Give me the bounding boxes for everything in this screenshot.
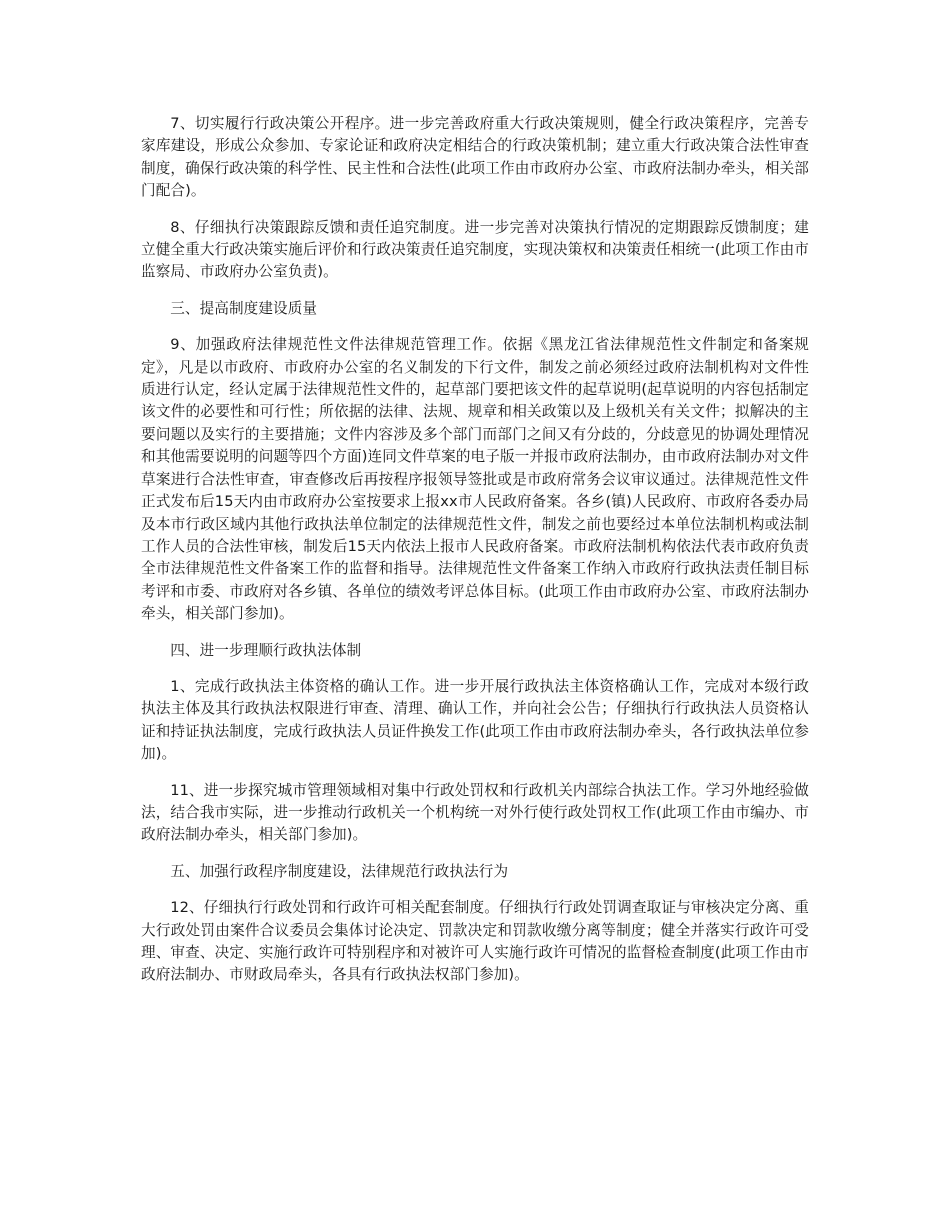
paragraph-1: 1、完成行政执法主体资格的确认工作。进一步开展行政执法主体资格确认工作，完成对本级行政执法主体及其行政执法权限进行审查、清理、确认工作，并向社会公告；仔细执行行政执法人员资格认证和持证执法制度，完成行政执法人员证件换发工作(此项工作由市政府法制办牵头，各行政执法单位参加)。 (141, 677, 809, 763)
paragraph-9: 9、加强政府法律规范性文件法律规范管理工作。依据《黑龙江省法律规范性文件制定和备案规定》，凡是以市政府、市政府办公室的名义制发的下行文件，制发之前必须经过政府法制机构对文件性质进行认定，经认定属于法律规范性文件的，起草部门要把该文件的起草说明(起草说明的内容包括制定该文件的必要性和可行性；所依据的法律、法规、规章和相关政策以及上级机关有关文件；拟解决的主要问题以及实行的主要措施；文件内容涉及多个部门而部门之间又有分歧的，分歧意见的协调处理情况和其他需要说明的问题等四个方面)连同文件草案的电子版一并报市政府法制办，由市政府法制办对文件草案进行合法性审查，审查修改后再按程序报领导签批或是市政府常务会议审议通过。法律规范性文件正式发布后15天内由市政府办公室按要求上报xx市人民政府备案。各乡(镇)人民政府、市政府各委办局及本市行政区域内其他行政执法单位制定的法律规范性文件，制发之前也要经过本单位法制机构或法制工作人员的合法性审核，制发后15天内依法上报市人民政府备案。市政府法制机构依法代表市政府负责全市法律规范性文件备案工作的监督和指导。法律规范性文件备案工作纳入市政府行政执法责任制目标考评和市委、市政府对各乡镇、各单位的绩效考评总体目标。(此项工作由市政府办公室、市政府法制办牵头，相关部门参加)。 (141, 336, 809, 623)
section-heading-4: 四、进一步理顺行政执法体制 (170, 641, 362, 659)
section-heading-5: 五、加强行政程序制度建设，法律规范行政执法行为 (170, 862, 509, 880)
paragraph-12: 12、仔细执行行政处罚和行政许可相关配套制度。仔细执行行政处罚调查取证与审核决定分离、重大行政处罚由案件合议委员会集体讨论决定、罚款决定和罚款收缴分离等制度；健全并落实行政许可受理、审查、决定、实施行政许可特别程序和对被许可人实施行政许可情况的监督检查制度(此项工作由市政府法制办、市财政局牵头，各具有行政执法权部门参加)。 (141, 899, 809, 984)
paragraph-7: 7、切实履行行政决策公开程序。进一步完善政府重大行政决策规则，健全行政决策程序，完善专家库建设，形成公众参加、专家论证和政府决定相结合的行政决策机制；建立重大行政决策合法性审查制度，确保行政决策的科学性、民主性和合法性(此项工作由市政府办公室、市政府法制办牵头，相关部门配合)。 (141, 115, 809, 200)
section-heading-3: 三、提高制度建设质量 (170, 299, 318, 317)
document-body (141, 113, 809, 1001)
paragraph-11: 11、进一步探究城市管理领域相对集中行政处罚权和行政机关内部综合执法工作。学习外地经验做法，结合我市实际，进一步推动行政机关一个机构统一对外行使行政处罚权工作(此项工作由市编办、市政府法制办牵头，相关部门参加)。 (141, 781, 809, 844)
paragraph-8: 8、仔细执行决策跟踪反馈和责任追究制度。进一步完善对决策执行情况的定期跟踪反馈制度；建立健全重大行政决策实施后评价和行政决策责任追究制度，实现决策权和决策责任相统一(此项工作由市监察局、市政府办公室负责)。 (141, 218, 809, 281)
